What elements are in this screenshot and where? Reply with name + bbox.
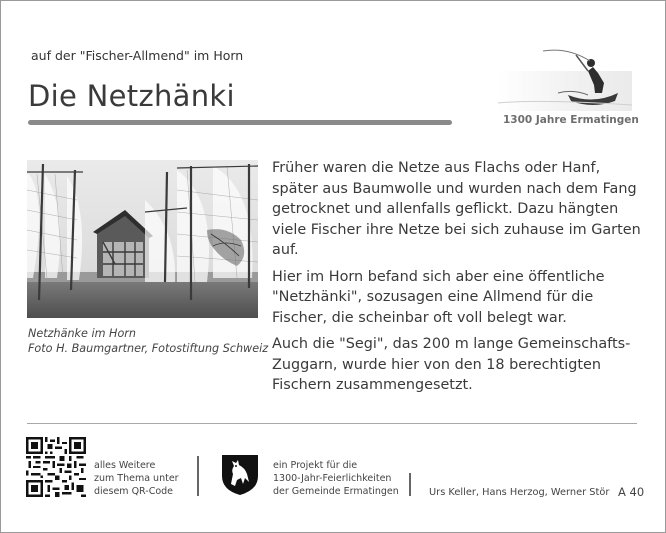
coat-of-arms bbox=[221, 454, 259, 496]
qr-hint-line: diesem QR-Code bbox=[94, 486, 174, 498]
footer-divider bbox=[27, 423, 637, 424]
subtitle: auf der "Fischer-Allmend" im Horn bbox=[31, 48, 244, 63]
authors: Urs Keller, Hans Herzog, Werner Stör bbox=[429, 487, 610, 498]
qr-code[interactable] bbox=[26, 437, 86, 497]
project-note-line: ein Projekt für die bbox=[273, 460, 358, 471]
page-title: Die Netzhänki bbox=[28, 79, 235, 113]
page-number: A 40 bbox=[618, 485, 645, 499]
paragraph: Hier im Horn befand sich aber eine öffentliche "Netzhänki", sozusagen eine Allmend für die Fischer, die scheinbar oft voll belegt war. bbox=[272, 268, 605, 326]
photo-caption bbox=[28, 327, 268, 356]
project-note-line: der Gemeinde Ermatingen bbox=[273, 486, 399, 498]
qr-hint bbox=[94, 459, 179, 499]
footer-separator bbox=[197, 456, 199, 496]
paragraph: Auch die "Segi", das 200 m lange Gemeinschafts-Zuggarn, wurde hier von den 18 berechtigten Fischern zusammengesetzt. bbox=[272, 336, 631, 393]
footer-separator bbox=[409, 473, 411, 496]
title-rule bbox=[28, 120, 452, 125]
coat-of-arms-icon bbox=[221, 454, 259, 496]
project-note-line: 1300-Jahr-Feierlichkeiten bbox=[273, 473, 392, 485]
qr-hint-line: zum Thema unter bbox=[94, 473, 179, 485]
historic-photo bbox=[27, 160, 258, 318]
qr-hint-line: alles Weitere bbox=[94, 460, 156, 471]
qr-code-icon bbox=[26, 437, 86, 497]
caption-credit: Foto H. Baumgartner, Fotostiftung Schweiz bbox=[28, 341, 269, 355]
body-text bbox=[272, 158, 644, 402]
project-note bbox=[273, 459, 399, 499]
logo-caption: 1300 Jahre Ermatingen bbox=[503, 114, 639, 126]
paragraph: Früher waren die Netze aus Flachs oder Hanf, später aus Baumwolle und wurden nach dem Fang getrocknet und allenfalls geflickt. Dazu hängten viele Fischer ihre Netze bei sich zuhause im Garten auf. bbox=[272, 160, 641, 258]
caption-title: Netzhänke im Horn bbox=[28, 327, 136, 340]
